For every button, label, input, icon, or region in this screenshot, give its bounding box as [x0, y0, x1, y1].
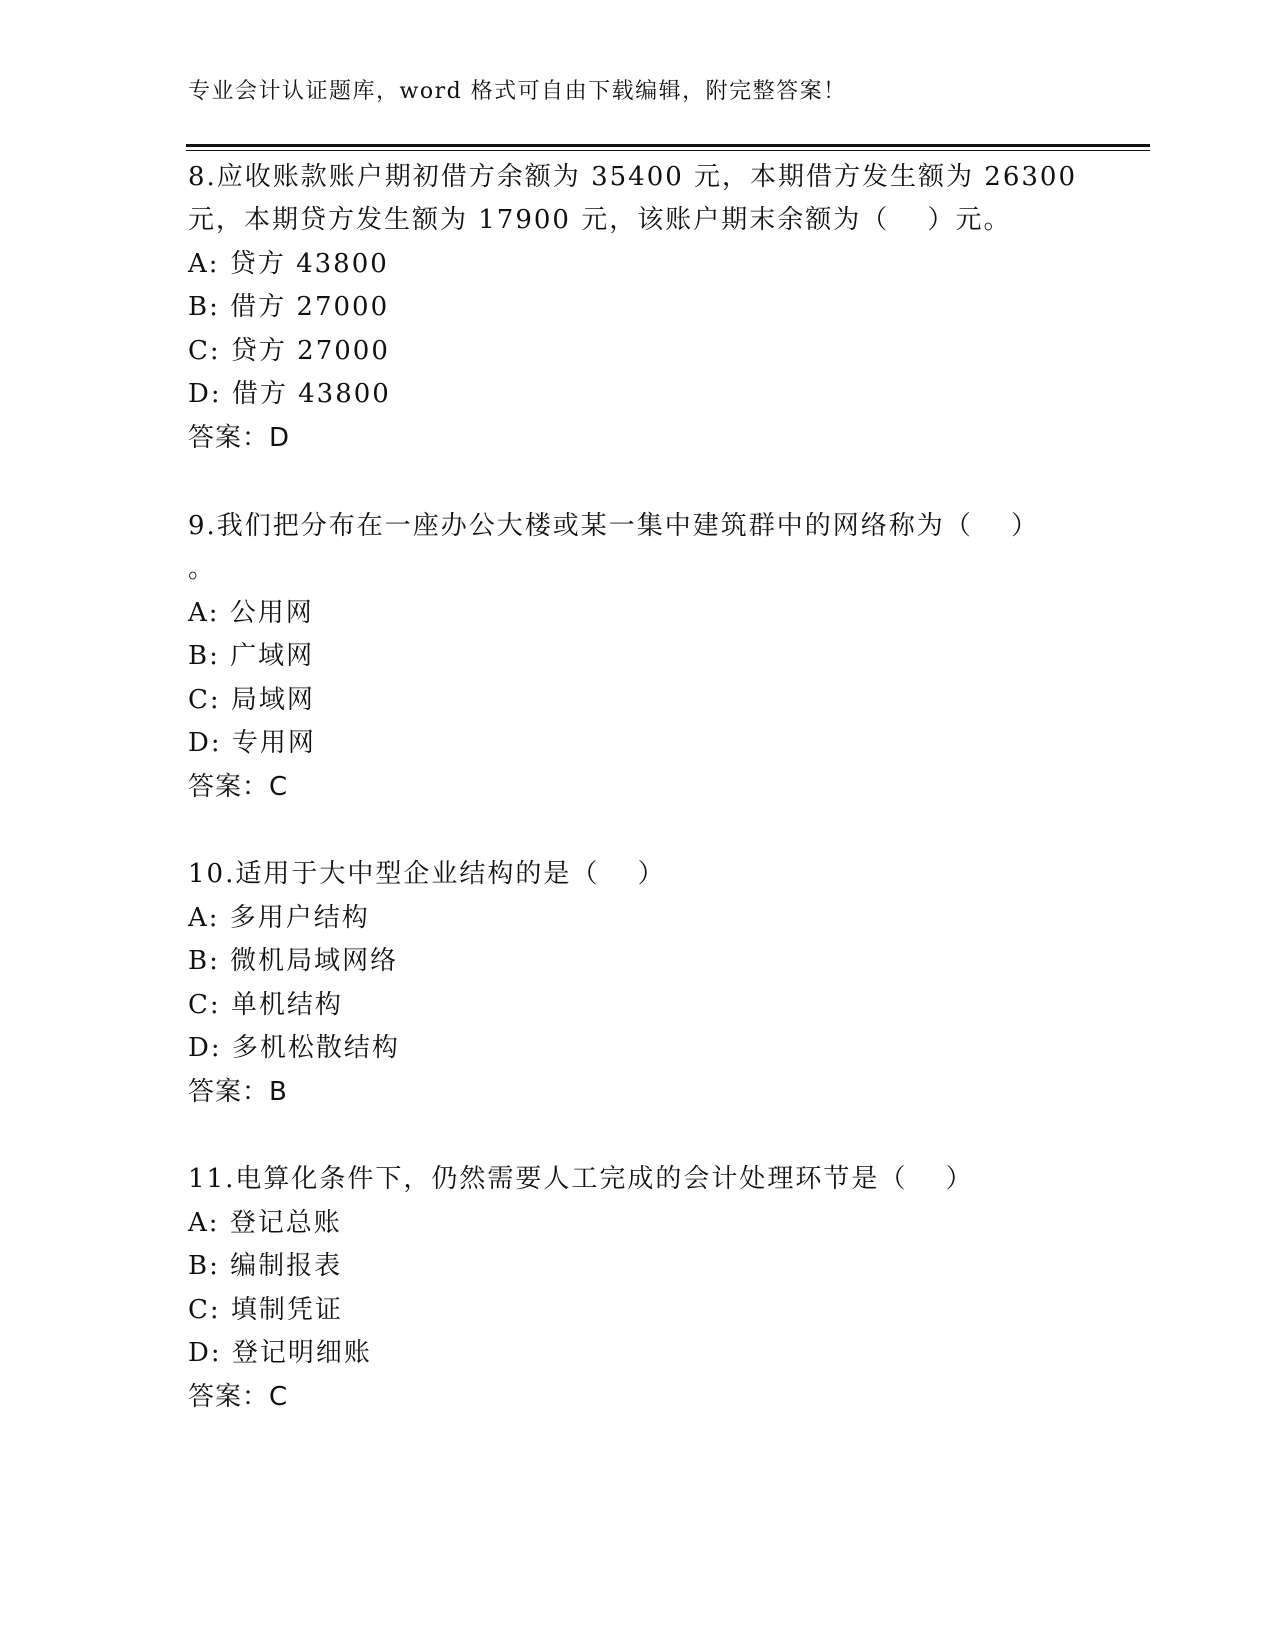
question-9-option-a: A: 公用网 [188, 598, 314, 628]
question-8-option-d: D: 借方 43800 [188, 379, 391, 409]
question-8-option-b: B: 借方 27000 [188, 292, 390, 322]
question-11-option-c: C: 填制凭证 [188, 1295, 343, 1325]
question-8-stem-line-1: 8.应收账款账户期初借方余额为 35400 元，本期借方发生额为 26300 [188, 162, 1078, 192]
question-11-answer: 答案：C [188, 1382, 289, 1412]
question-8-option-c: C: 贷方 27000 [188, 336, 390, 366]
question-10-option-a: A: 多用户结构 [188, 903, 370, 933]
question-10-option-c: C: 单机结构 [188, 990, 343, 1020]
question-11-option-d: D: 登记明细账 [188, 1338, 372, 1368]
question-10-option-d: D: 多机松散结构 [188, 1033, 400, 1063]
question-9-option-d: D: 专用网 [188, 728, 316, 758]
question-9-stem-line-1: 9.我们把分布在一座办公大楼或某一集中建筑群中的网络称为（ ） [188, 511, 1040, 541]
question-11-option-a: A: 登记总账 [188, 1208, 342, 1238]
question-11-stem-line-1: 11.电算化条件下，仍然需要人工完成的会计处理环节是（ ） [188, 1164, 974, 1194]
question-9-stem-line-2: 。 [188, 554, 217, 584]
question-11-option-b: B: 编制报表 [188, 1251, 343, 1281]
header-rule-thick [186, 144, 1150, 147]
question-10-answer: 答案：B [188, 1077, 288, 1107]
question-9-option-b: B: 广域网 [188, 641, 315, 671]
header-rule-thin [186, 150, 1150, 151]
question-10-stem-line-1: 10.适用于大中型企业结构的是（ ） [188, 859, 666, 889]
question-9-answer: 答案：C [188, 772, 289, 802]
question-9-option-c: C: 局域网 [188, 685, 315, 715]
question-10-option-b: B: 微机局域网络 [188, 946, 399, 976]
question-8-answer: 答案：D [188, 423, 291, 453]
question-8-stem-line-2: 元，本期贷方发生额为 17900 元，该账户期末余额为（ ）元。 [188, 205, 1012, 235]
page-header: 专业会计认证题库，word 格式可自由下载编辑，附完整答案！ [188, 79, 847, 104]
question-8-option-a: A: 贷方 43800 [188, 249, 389, 279]
